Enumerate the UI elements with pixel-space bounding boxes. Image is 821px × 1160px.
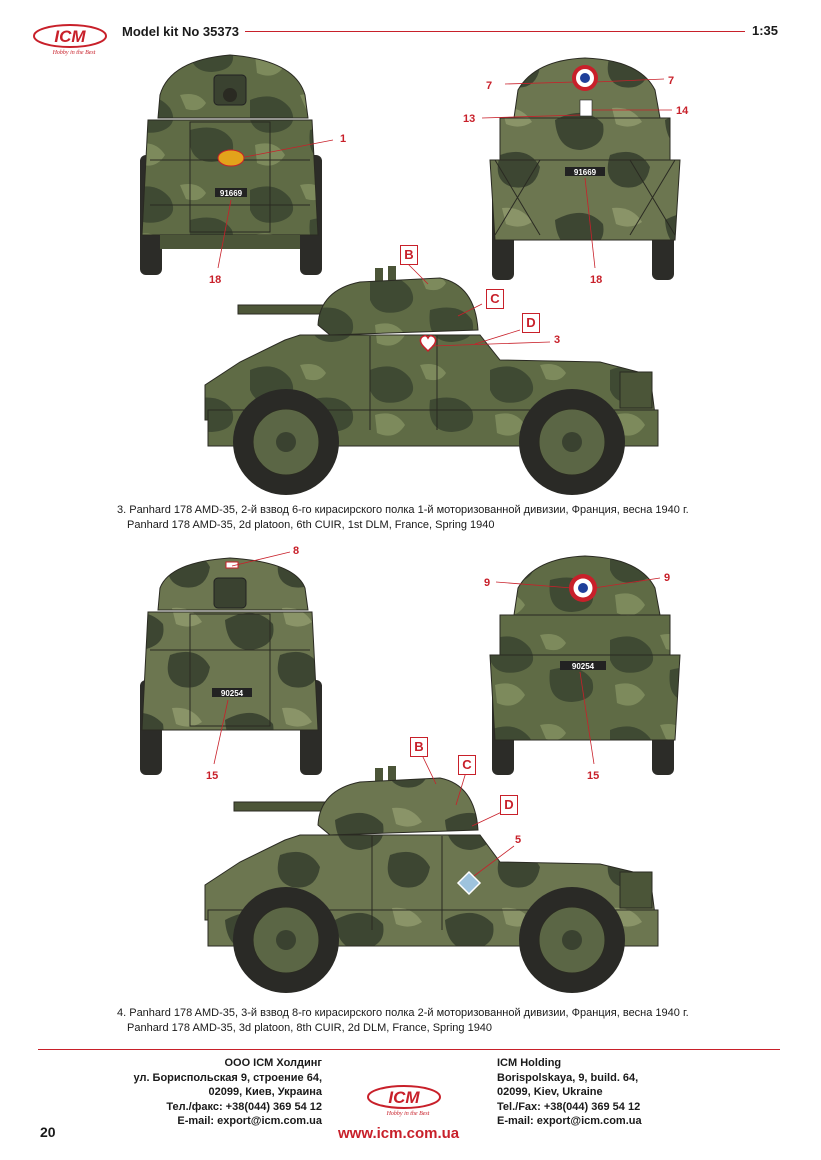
scale-label: 1:35 <box>752 23 779 38</box>
callout-front-18: 18 <box>209 274 222 286</box>
callout-rear-7a: 7 <box>486 80 493 92</box>
footer-ru-line: ул. Бориспольская 9, строение 64, <box>133 1071 322 1084</box>
profile3-rear-plate: 91669 <box>573 168 597 177</box>
callout-rear-14: 14 <box>676 105 689 117</box>
profile4-box-b: B <box>410 737 428 757</box>
footer-logo <box>364 1079 444 1119</box>
profile3-box-b: B <box>400 245 418 265</box>
profile4-box-d: D <box>500 795 518 815</box>
callout-front-8: 8 <box>293 545 300 557</box>
callout-rear-9b: 9 <box>664 572 671 584</box>
profile4-caption-en: Panhard 178 AMD-35, 3d platoon, 8th CUIR, 2d DLM, France, Spring 1940 <box>127 1022 493 1034</box>
callout-rear-7b: 7 <box>668 75 675 87</box>
profile3-front-plate: 91669 <box>219 189 243 198</box>
profile3-front-view <box>140 55 322 275</box>
profile3-box-d: D <box>522 313 540 333</box>
model-kit-title: Model kit No 35373 <box>122 24 240 39</box>
profile3-caption-ru: 3. Panhard 178 AMD-35, 2-й взвод 6-го кирасирского полка 1-й моторизованной дивизии, Франция, весна 1940 г. <box>117 504 689 516</box>
footer-en-line: Borispolskaya, 9, build. 64, <box>497 1071 639 1084</box>
footer-address-en <box>497 1056 642 1129</box>
callout-rear-15: 15 <box>587 770 600 782</box>
footer-en-email[interactable]: E-mail: export@icm.com.ua <box>497 1115 642 1127</box>
footer-address-ru <box>133 1056 322 1129</box>
profile3-rear-view <box>490 58 680 280</box>
footer-logo-tagline: Hobby in the Best <box>386 1111 430 1117</box>
callout-rear-18: 18 <box>590 274 603 286</box>
callout-front-1: 1 <box>340 133 347 145</box>
callout-rear-9a: 9 <box>484 577 491 589</box>
footer-ru-line: Тел./факс: +38(044) 369 54 12 <box>166 1100 322 1113</box>
profile4-front-view <box>140 558 322 775</box>
profile3-side-view <box>205 266 658 495</box>
footer-logo-text: ICM <box>388 1088 420 1107</box>
footer-en-line: Tel./Fax: +38(044) 369 54 12 <box>497 1100 641 1113</box>
profile4-front-plate: 90254 <box>220 689 244 698</box>
callout-rear-13: 13 <box>463 113 476 125</box>
page-number: 20 <box>40 1124 56 1140</box>
profile3-box-c: C <box>486 289 504 309</box>
logo-text: ICM <box>54 27 86 46</box>
profile4-caption-ru: 4. Panhard 178 AMD-35, 3-й взвод 8-го кирасирского полка 2-й моторизованной дивизии, Франция, весна 1940 г. <box>117 1007 689 1019</box>
footer-en-line: ICM Holding <box>497 1057 562 1069</box>
footer-ru-line: 02099, Киев, Украина <box>208 1086 322 1098</box>
icm-logo-icon <box>364 1079 444 1119</box>
logo-tagline: Hobby in the Best <box>52 50 96 56</box>
footer-en-line: 02099, Kiev, Ukraine <box>497 1086 603 1098</box>
profile4-rear-plate: 90254 <box>571 662 595 671</box>
footer-rule <box>38 1049 780 1050</box>
callout-side-3: 3 <box>554 334 561 346</box>
profile4-box-c: C <box>458 755 476 775</box>
footer-ru-email[interactable]: E-mail: export@icm.com.ua <box>177 1115 322 1127</box>
footer-website-link[interactable]: www.icm.com.ua <box>338 1125 460 1142</box>
callout-side-5: 5 <box>515 834 522 846</box>
profile3-caption-en: Panhard 178 AMD-35, 2d platoon, 6th CUIR, 1st DLM, France, Spring 1940 <box>127 519 495 531</box>
footer-ru-line: ООО ICM Холдинг <box>224 1057 322 1069</box>
profile4-rear-view <box>490 556 680 775</box>
profile4-side-view <box>205 766 658 993</box>
callout-front-15: 15 <box>206 770 219 782</box>
